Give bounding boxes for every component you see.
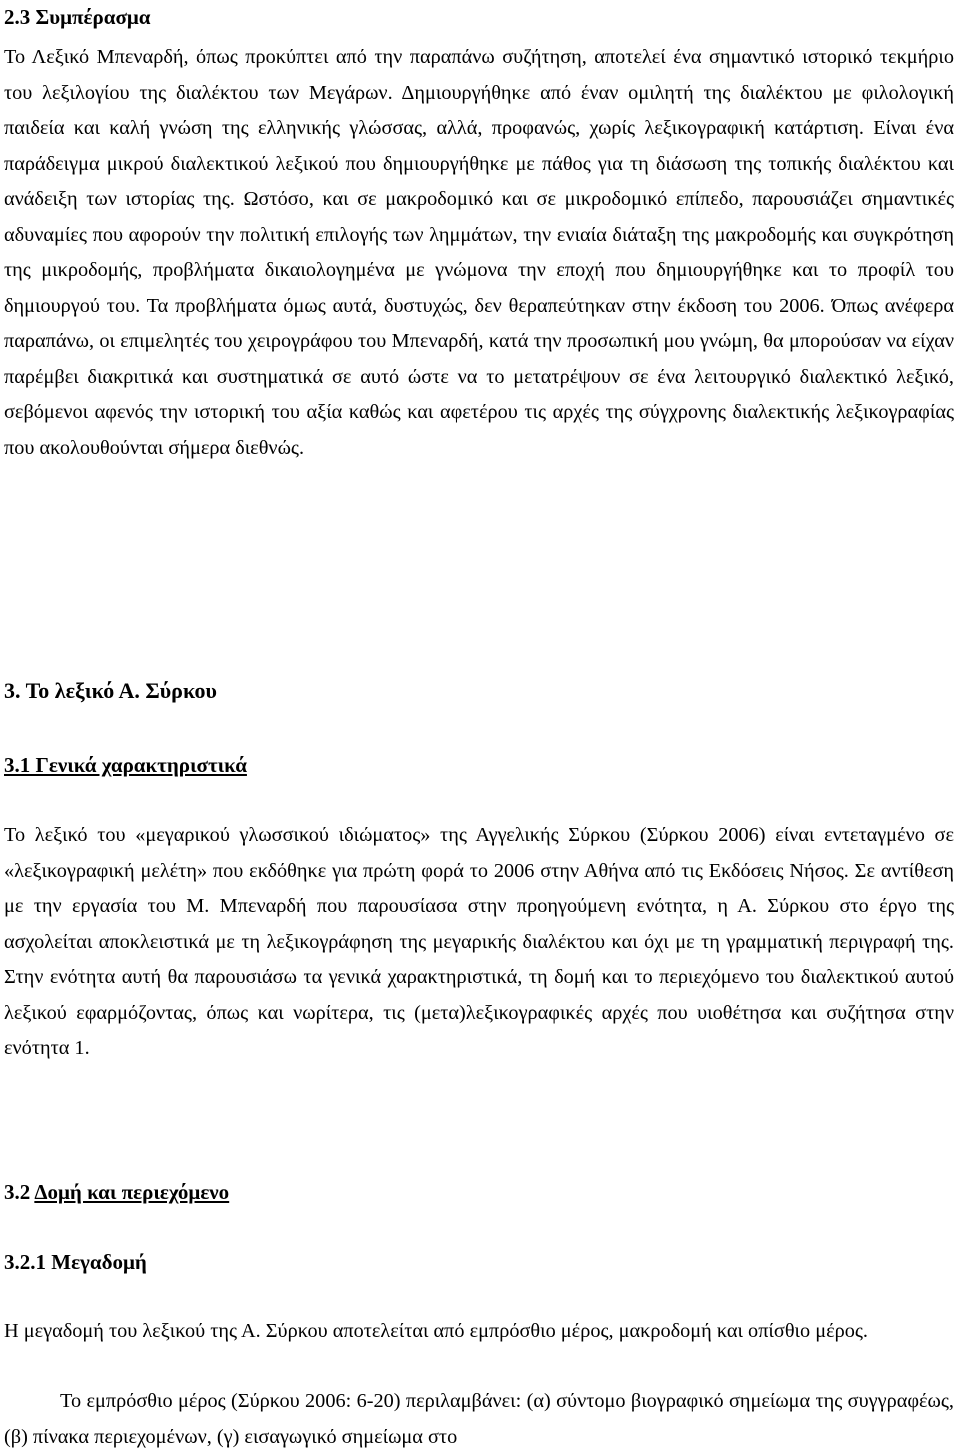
section-heading-2-3: 2.3 Συμπέρασμα <box>4 5 151 29</box>
front-matter-paragraph: Το εμπρόσθιο μέρος (Σύρκου 2006: 6-20) περιλαμβάνει: (α) σύντομο βιογραφικό σημείωμα της συγγραφέως, (β) πίνακα περιεχομένων, (γ) εισαγωγικό σημείωμα στο <box>4 1390 954 1448</box>
section-title-3-2: Δομή και περιεχόμενο <box>34 1180 230 1204</box>
section-heading-3: 3. Το λεξικό Α. Σύρκου <box>4 678 217 703</box>
conclusion-paragraph: Το Λεξικό Μπεναρδή, όπως προκύπτει από την παραπάνω συζήτηση, αποτελεί ένα σημαντικό ιστορικό τεκμήριο του λεξιλογίου της διαλέκτου των Μεγάρων. Δημιουργήθηκε από έναν ομιλητή της διαλέκτου με φιλολογική παιδεία και καλή γνώση της ελληνικής γλώσσας, αλλά, προφανώς, χωρίς λεξικογραφική κατάρτιση. Είναι ένα παράδειγμα μικρού διαλεκτικού λεξικού που δημιουργήθηκε με πάθος για τη διάσωση της τοπικής διαλέκτου και ανάδειξη των ιστορίας της. Ωστόσο, και σε μακροδομικό και σε μικροδομικό επίπεδο, παρουσιάζει σημαντικές αδυναμίες που αφορούν την πολιτική επιλογής των λημμάτων, την ενιαία διάταξη της μακροδομής και συγκρότηση της μικροδομής, προβλήματα δικαιολογημένα με γνώμονα την εποχή που δημιουργήθηκε και το προφίλ του δημιουργού του. Τα προβλήματα όμως αυτά, δυστυχώς, δεν θεραπεύτηκαν στην έκδοση του 2006. Όπως ανέφερα παραπάνω, οι επιμελητές του χειρογράφου του Μπεναρδή, κατά την προσωπική μου γνώμη, θα μπορούσαν να είχαν παρέμβει διακριτικά και συστηματικά σε αυτό ώστε να το μετατρέψουν σε ένα λειτουργικό διαλεκτικό λεξικό, σεβόμενοι αφενός την ιστορική του αξία καθώς και αφετέρου τις αρχές της σύγχρονης διαλεκτικής λεξικογραφίας που ακολουθούνται σήμερα διεθνώς. <box>4 46 954 459</box>
section-number-3-2: 3.2 <box>4 1180 35 1204</box>
megastructure-paragraph: Η μεγαδομή του λεξικού της Α. Σύρκου αποτελείται από εμπρόσθιο μέρος, μακροδομή και οπίσθιο μέρος. <box>4 1320 868 1342</box>
section-heading-3-2-1: 3.2.1 Μεγαδομή <box>4 1250 147 1274</box>
general-characteristics-paragraph: Το λεξικό του «μεγαρικού γλωσσικού ιδιώματος» της Αγγελικής Σύρκου (Σύρκου 2006) είναι εντεταγμένο σε «λεξικογραφική μελέτη» που εκδόθηκε για πρώτη φορά το 2006 στην Αθήνα από τις Εκδόσεις Νήσος. Σε αντίθεση με την εργασία του Μ. Μπεναρδή που παρουσίασα στην προηγούμενη ενότητα, η Α. Σύρκου στο έργο της ασχολείται αποκλειστικά με τη λεξικογράφηση της μεγαρικής διαλέκτου και όχι με τη γραμματική περιγραφή της. Στην ενότητα αυτή θα παρουσιάσω τα γενικά χαρακτηριστικά, τη δομή και το περιεχόμενο του διαλεκτικού αυτού λεξικού εφαρμόζοντας, όπως και νωρίτερα, τις (μετα)λεξικογραφικές αρχές που υιοθέτησα και συζήτησα στην ενότητα 1. <box>4 824 954 1059</box>
section-heading-3-1: 3.1 Γενικά χαρακτηριστικά <box>4 753 247 777</box>
section-heading-3-2 <box>4 1175 229 1209</box>
